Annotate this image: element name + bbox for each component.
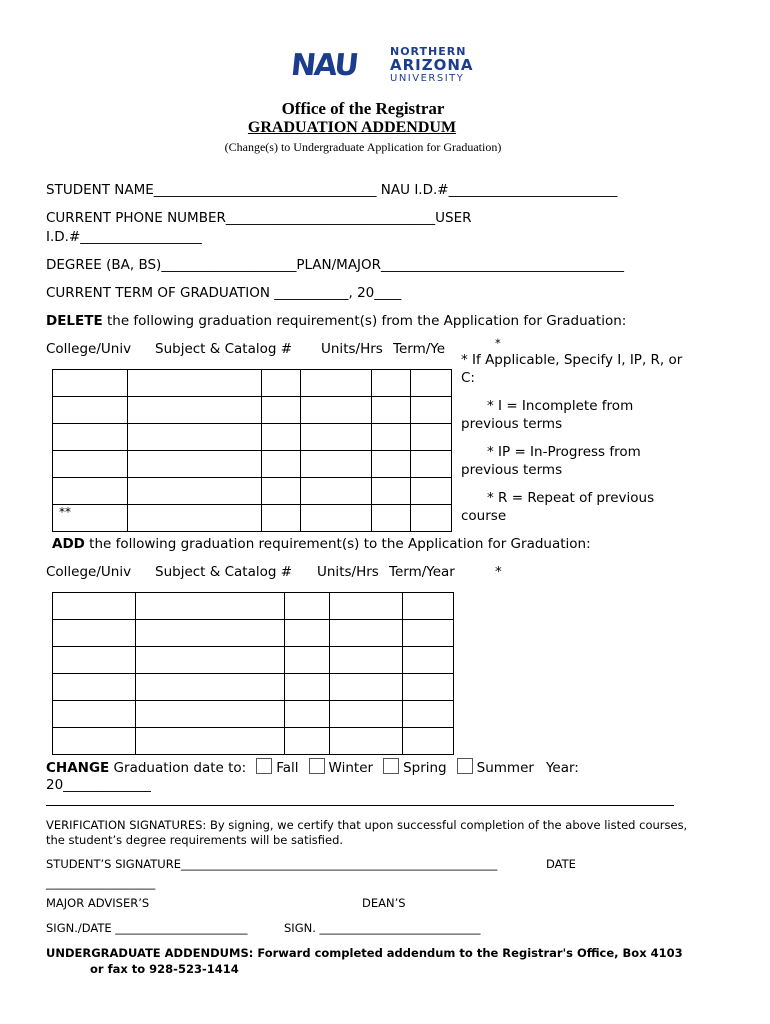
- table-row: [53, 370, 452, 397]
- add-col-subject: Subject & Catalog #: [155, 564, 293, 580]
- delete-col-term: Term/Ye: [393, 341, 446, 357]
- table-row: [53, 397, 452, 424]
- table-row: [53, 728, 454, 755]
- form-title: GRADUATION ADDENDUM: [247, 119, 457, 136]
- note-applicable-2: C:: [461, 370, 475, 386]
- delete-table: [52, 369, 452, 532]
- add-instructions: [52, 536, 591, 552]
- delete-col-star: *: [495, 336, 501, 350]
- office-title: Office of the Registrar: [281, 99, 445, 118]
- logo-line-arizona: ARIZONA: [390, 56, 474, 74]
- note-in-progress-2: previous terms: [461, 462, 563, 478]
- change-row: [46, 758, 579, 776]
- table-row: [53, 593, 454, 620]
- table-row: [53, 478, 452, 505]
- delete-col-subject: Subject & Catalog #: [155, 341, 293, 357]
- verification-text: VERIFICATION SIGNATURES: By signing, we certify that upon successful completion of the above listed courses,: [46, 818, 688, 832]
- degree-field[interactable]: DEGREE (BA, BS)____________________PLAN/MAJOR____________________________________: [46, 257, 625, 273]
- add-label: ADD: [52, 536, 85, 552]
- student-name-field[interactable]: STUDENT NAME_________________________________ NAU I.D.#_________________________: [46, 182, 618, 198]
- table-row: [53, 701, 454, 728]
- logo-line-university: UNIVERSITY: [390, 73, 465, 84]
- add-col-units: Units/Hrs: [317, 564, 379, 580]
- table-row: [53, 674, 454, 701]
- add-col-star: *: [495, 564, 502, 580]
- user-id-field[interactable]: I.D.#__________________: [46, 229, 202, 245]
- nau-logo-mark: NAU: [289, 48, 359, 83]
- footer-instructions: UNDERGRADUATE ADDENDUMS: Forward completed addendum to the Registrar's Office, Box 4103: [46, 946, 683, 960]
- logo-line-northern: NORTHERN: [390, 45, 467, 58]
- year-label: Year:: [545, 760, 579, 776]
- add-table: [52, 592, 454, 755]
- date-field[interactable]: ___________________: [46, 876, 156, 890]
- divider: [46, 805, 674, 806]
- form-subtitle: (Change(s) to Undergraduate Application for Graduation): [224, 140, 502, 154]
- student-signature-field[interactable]: STUDENT’S SIGNATURE_______________________________________________________: [46, 857, 498, 871]
- footer-fax: or fax to 928-523-1414: [90, 962, 239, 976]
- note-repeat-2: course: [461, 508, 507, 524]
- table-row: [53, 451, 452, 478]
- summer-label: Summer: [476, 760, 534, 776]
- note-in-progress: * IP = In-Progress from: [487, 444, 641, 460]
- phone-field[interactable]: CURRENT PHONE NUMBER_______________________________USER: [46, 210, 472, 226]
- table-row: [53, 647, 454, 674]
- change-text: Graduation date to:: [109, 760, 247, 776]
- dean-sign-field[interactable]: SIGN. ____________________________: [284, 921, 481, 935]
- delete-marker: **: [59, 505, 71, 519]
- fall-label: Fall: [276, 760, 299, 776]
- note-repeat: * R = Repeat of previous: [487, 490, 655, 506]
- spring-checkbox[interactable]: [383, 758, 399, 774]
- deans-label: DEAN’S: [362, 896, 406, 910]
- delete-col-units: Units/Hrs: [321, 341, 383, 357]
- delete-col-college: College/Univ: [46, 341, 132, 357]
- winter-checkbox[interactable]: [309, 758, 325, 774]
- delete-label: DELETE: [46, 313, 103, 329]
- date-label: DATE: [546, 857, 576, 871]
- adviser-sign-date-field[interactable]: SIGN./DATE _______________________: [46, 921, 248, 935]
- term-field[interactable]: CURRENT TERM OF GRADUATION ___________, 20____: [46, 285, 402, 301]
- summer-checkbox[interactable]: [457, 758, 473, 774]
- delete-text: the following graduation requirement(s) from the Application for Graduation:: [102, 313, 627, 329]
- note-applicable: * If Applicable, Specify I, IP, R, or: [461, 352, 683, 368]
- add-text: the following graduation requirement(s) to the Application for Graduation:: [84, 536, 591, 552]
- spring-label: Spring: [403, 760, 447, 776]
- fall-checkbox[interactable]: [256, 758, 272, 774]
- table-row: [53, 505, 452, 532]
- winter-label: Winter: [328, 760, 374, 776]
- delete-instructions: [46, 313, 626, 329]
- add-col-college: College/Univ: [46, 564, 132, 580]
- note-incomplete: * I = Incomplete from: [487, 398, 634, 414]
- change-label: CHANGE: [46, 760, 110, 776]
- add-col-term: Term/Year: [389, 564, 455, 580]
- note-incomplete-2: previous terms: [461, 416, 563, 432]
- adviser-label: MAJOR ADVISER’S: [46, 896, 150, 910]
- verification-text-2: the student’s degree requirements will be satisfied.: [46, 833, 344, 847]
- year-field[interactable]: 20_____________: [46, 777, 151, 793]
- table-row: [53, 424, 452, 451]
- table-row: [53, 620, 454, 647]
